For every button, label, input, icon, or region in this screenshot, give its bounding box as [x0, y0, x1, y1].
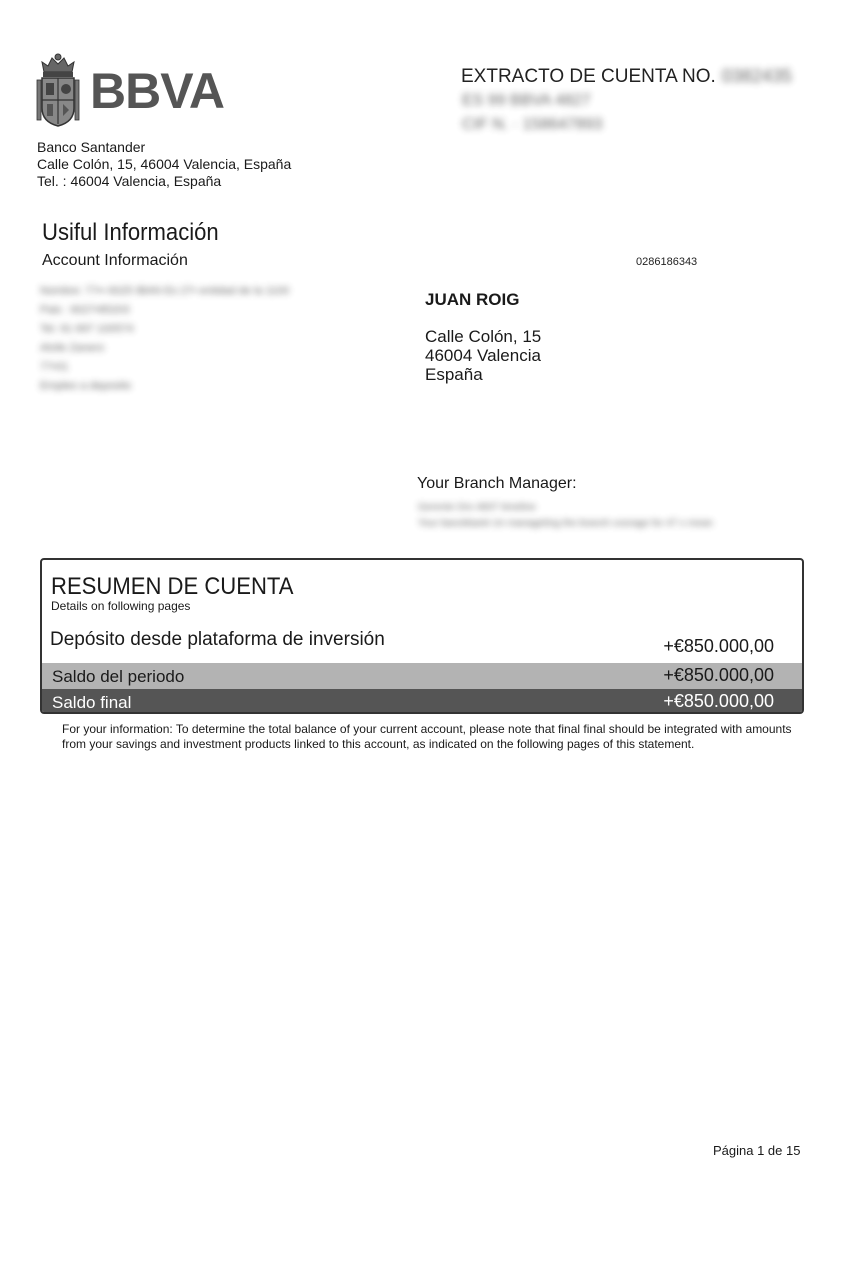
account-number: 0286186343: [636, 256, 698, 268]
coat-of-arms-icon: [36, 52, 80, 128]
bank-tel: Tel. : 46004 Valencia, España: [37, 173, 222, 189]
useful-info-title: Usiful Información: [42, 219, 219, 246]
period-balance-amount: +€850.000,00: [663, 665, 774, 685]
customer-city: 46004 Valencia: [425, 346, 541, 365]
account-detail-line: Alvile Zanero: [40, 342, 105, 354]
page-number: Página 1 de 15: [713, 1143, 801, 1158]
account-details-redacted: [40, 282, 289, 396]
deposit-label: Depósito desde plataforma de inversión: [50, 629, 385, 650]
account-summary-box: [40, 558, 804, 714]
account-detail-line: Pais : 6027•85203: [40, 304, 130, 316]
final-balance-amount: +€850.000,00: [663, 691, 774, 711]
statement-title: [461, 66, 792, 88]
account-detail-line: 77•01: [40, 361, 69, 373]
deposit-amount: +€850.000,00: [663, 636, 774, 656]
period-balance-row: [42, 663, 802, 689]
branch-manager-label: Your Branch Manager:: [417, 475, 577, 492]
customer-country: España: [425, 365, 483, 384]
period-balance-label: Saldo del periodo: [52, 667, 185, 686]
account-info-label: Account Información: [42, 252, 188, 269]
customer-address: [425, 327, 541, 384]
summary-title: RESUMEN DE CUENTA: [51, 573, 294, 600]
customer-street: Calle Colón, 15: [425, 327, 542, 346]
bank-name: Banco Santander: [37, 139, 146, 155]
statement-cif-redacted: CIF N. · 158647893: [462, 116, 603, 133]
final-balance-row: [42, 689, 802, 714]
statement-iban-redacted: ES 99 BBVA 4827: [462, 92, 591, 109]
statement-title-text: EXTRACTO DE CUENTA NO.: [461, 66, 716, 87]
bbva-logo: BBVA: [90, 63, 224, 119]
account-detail-line: Empleo a deposito: [40, 380, 132, 392]
summary-subtitle: Details on following pages: [51, 599, 191, 613]
account-detail-line: Nombre: 77•• 6025 IBAN Es 27• entidad de la 1100: [40, 285, 290, 297]
bank-address: Calle Colón, 15, 46004 Valencia, España: [37, 156, 292, 172]
statement-number-redacted: 0382435: [721, 66, 792, 86]
branch-manager-contact-redacted: Your banckbank Un manageting the branch coorage for 47 x mean: [418, 518, 713, 529]
info-note: For your information: To determine the total balance of your current account, please note that final final should be integrated with amounts from your savings and investment products linked to this account, as indicated on the following pages of this statement.: [62, 722, 792, 751]
bank-info: [37, 139, 291, 190]
branch-manager-name-redacted: Gerente Oro 4607 timeline: [418, 502, 536, 513]
final-balance-label: Saldo final: [52, 693, 132, 712]
account-detail-line: Tel. 91 697 100574: [40, 323, 134, 335]
customer-name: JUAN ROIG: [425, 290, 520, 309]
